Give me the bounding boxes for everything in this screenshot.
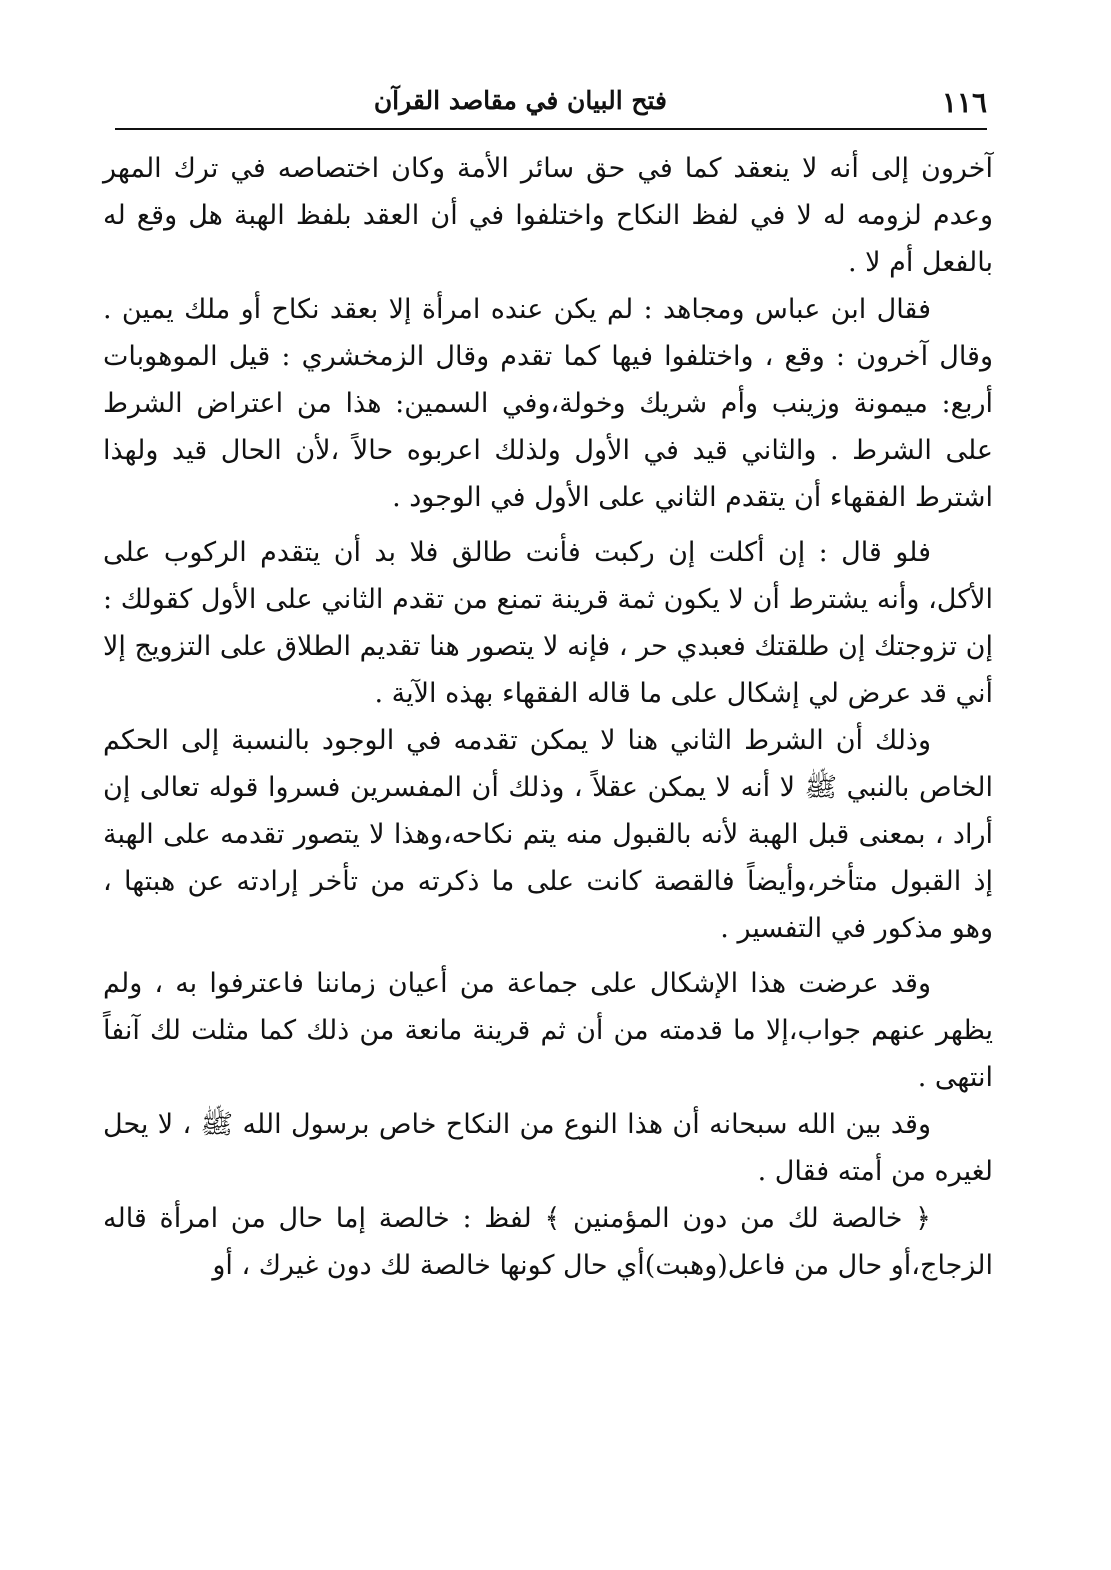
paragraph-7: ﴿ خالصة لك من دون المؤمنين ﴾ لفظ : خالصة إما حال من امرأة قاله الزجاج،أو حال من فاعل(وهبت)أي حال كونها خالصة لك دون غيرك ، أو	[103, 1203, 993, 1281]
running-title: فتح البيان في مقاصد القرآن	[373, 86, 667, 115]
page-header	[115, 78, 987, 128]
paragraph-2: فقال ابن عباس ومجاهد : لم يكن عنده امرأة إلا بعقد نكاح أو ملك يمين . وقال آخرون : وقع ، واختلفوا فيها كما تقدم وقال الزمخشري : قيل الموهوبات أربع: ميمونة وزينب وأم شريك وخولة،وفي السمين: هذا من اعتراض الشرط على الشرط . والثاني قيد في الأول ولذلك اعربوه حالاً ،لأن الحال قيد ولهذا اشترط الفقهاء أن يتقدم الثاني على الأول في الوجود .	[103, 294, 993, 513]
paragraph-1: آخرون إلى أنه لا ينعقد كما في حق سائر الأمة وكان اختصاصه في ترك المهر وعدم لزومه له لا في لفظ النكاح واختلفوا في أن العقد بلفظ الهبة هل وقع له بالفعل أم لا .	[103, 153, 993, 278]
page-number: ١١٦	[941, 86, 987, 119]
paragraph-3: فلو قال : إن أكلت إن ركبت فأنت طالق فلا بد أن يتقدم الركوب على الأكل، وأنه يشترط أن لا يكون ثمة قرينة تمنع من تقدم الثاني على الأول كقولك : إن تزوجتك إن طلقتك فعبدي حر ، فإنه لا يتصور هنا تقديم الطلاق على التزويج إلا أني قد عرض لي إشكال على ما قاله الفقهاء بهذه الآية .	[103, 537, 993, 709]
paragraph-5: وقد عرضت هذا الإشكال على جماعة من أعيان زماننا فاعترفوا به ، ولم يظهر عنهم جواب،إلا ما قدمته من أن ثم قرينة مانعة من ذلك كما مثلت لك آنفاً انتهى .	[103, 968, 993, 1093]
header-rule	[115, 128, 987, 130]
paragraph-6: وقد بين الله سبحانه أن هذا النوع من النكاح خاص برسول الله ﷺ ، لا يحل لغيره من أمته فقال .	[103, 1109, 993, 1187]
body-text	[103, 145, 993, 1289]
paragraph-4: وذلك أن الشرط الثاني هنا لا يمكن تقدمه في الوجود بالنسبة إلى الحكم الخاص بالنبي ﷺ لا أنه لا يمكن عقلاً ، وذلك أن المفسرين فسروا قوله تعالى إن أراد ، بمعنى قبل الهبة لأنه بالقبول منه يتم نكاحه،وهذا لا يتصور تقدمه على الهبة إذ القبول متأخر،وأيضاً فالقصة كانت على ما ذكرته من تأخر إرادته عن هبتها ، وهو مذكور في التفسير .	[103, 725, 993, 944]
